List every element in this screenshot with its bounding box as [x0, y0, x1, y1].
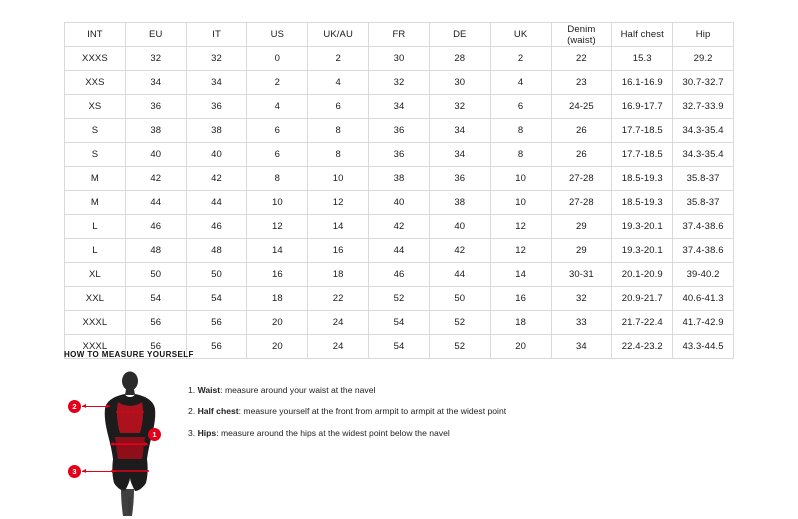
measure-notes	[184, 371, 506, 449]
table-header-cell: IT	[186, 23, 247, 47]
table-header-cell: Hip	[673, 23, 734, 47]
table-cell: 40	[186, 143, 247, 167]
table-cell: 30.7-32.7	[673, 71, 734, 95]
table-row	[65, 71, 734, 95]
table-cell: 22.4-23.2	[612, 335, 673, 359]
table-cell: 54	[125, 287, 186, 311]
table-cell: 44	[369, 239, 430, 263]
table-cell: 50	[429, 287, 490, 311]
table-cell: 32	[369, 71, 430, 95]
table-cell: 22	[308, 287, 369, 311]
table-cell: 19.3-20.1	[612, 215, 673, 239]
table-row	[65, 263, 734, 287]
table-cell: 52	[369, 287, 430, 311]
table-row	[65, 191, 734, 215]
table-cell: S	[65, 143, 126, 167]
table-cell: 16	[490, 287, 551, 311]
table-cell: 32.7-33.9	[673, 95, 734, 119]
measure-note-number: 2.	[188, 406, 196, 417]
table-cell: 34	[125, 71, 186, 95]
table-cell: XXXL	[65, 335, 126, 359]
table-cell: 34.3-35.4	[673, 143, 734, 167]
table-cell: 30	[369, 47, 430, 71]
table-cell: 21.7-22.4	[612, 311, 673, 335]
measure-note-text: : measure around the hips at the widest point below the navel	[216, 427, 450, 438]
table-cell: XXS	[65, 71, 126, 95]
size-table-header	[65, 23, 734, 47]
table-cell: 10	[247, 191, 308, 215]
table-cell: 19.3-20.1	[612, 239, 673, 263]
table-cell: 34	[186, 71, 247, 95]
table-cell: 6	[247, 143, 308, 167]
table-cell: 0	[247, 47, 308, 71]
table-cell: 6	[490, 95, 551, 119]
table-cell: 4	[308, 71, 369, 95]
table-cell: 46	[125, 215, 186, 239]
size-table-container	[64, 22, 734, 359]
table-cell: 8	[490, 143, 551, 167]
table-cell: M	[65, 191, 126, 215]
table-cell: 46	[186, 215, 247, 239]
table-cell: 26	[551, 143, 612, 167]
table-cell: 28	[429, 47, 490, 71]
table-cell: 43.3-44.5	[673, 335, 734, 359]
table-cell: 32	[186, 47, 247, 71]
table-cell: 42	[186, 167, 247, 191]
measure-note-term: Half chest	[197, 406, 239, 417]
table-cell: 10	[490, 191, 551, 215]
table-cell: 12	[247, 215, 308, 239]
table-cell: 20	[490, 335, 551, 359]
table-cell: 16	[308, 239, 369, 263]
table-header-cell: FR	[369, 23, 430, 47]
table-cell: 36	[369, 143, 430, 167]
table-cell: 16.9-17.7	[612, 95, 673, 119]
table-cell: XL	[65, 263, 126, 287]
table-cell: 44	[125, 191, 186, 215]
measure-note-number: 1.	[188, 385, 196, 395]
measure-note-text: : measure yourself at the front from armpit to armpit at the widest point	[238, 406, 507, 417]
table-cell: 44	[429, 263, 490, 287]
table-header-cell: Denim (waist)	[551, 23, 612, 47]
measure-note-number: 3.	[188, 427, 196, 438]
table-cell: 54	[369, 311, 430, 335]
table-cell: 18	[490, 311, 551, 335]
size-table-body	[65, 47, 734, 359]
table-cell: 18.5-19.3	[612, 167, 673, 191]
table-header-cell: UK	[490, 23, 551, 47]
measure-note	[188, 406, 506, 416]
table-cell: 30	[429, 71, 490, 95]
table-cell: 29	[551, 239, 612, 263]
table-cell: 8	[308, 119, 369, 143]
table-header-cell: Half chest	[612, 23, 673, 47]
table-cell: 44	[186, 191, 247, 215]
table-cell: 10	[490, 167, 551, 191]
table-cell: 2	[490, 47, 551, 71]
table-cell: 12	[490, 239, 551, 263]
table-cell: 40	[125, 143, 186, 167]
table-cell: 42	[125, 167, 186, 191]
table-cell: 14	[247, 239, 308, 263]
table-cell: 33	[551, 311, 612, 335]
half-chest-arrow	[82, 406, 110, 407]
table-cell: 56	[125, 311, 186, 335]
table-cell: 14	[308, 215, 369, 239]
table-cell: 2	[308, 47, 369, 71]
hip-arrow	[82, 471, 116, 472]
table-header-cell: US	[247, 23, 308, 47]
table-cell: 34	[429, 119, 490, 143]
table-cell: 32	[429, 95, 490, 119]
table-cell: 17.7-18.5	[612, 119, 673, 143]
table-cell: 22	[551, 47, 612, 71]
table-header-row	[65, 23, 734, 47]
table-cell: 20	[247, 335, 308, 359]
table-cell: 6	[308, 95, 369, 119]
table-row	[65, 119, 734, 143]
table-row	[65, 47, 734, 71]
table-cell: L	[65, 215, 126, 239]
table-cell: 10	[308, 167, 369, 191]
table-cell: 39-40.2	[673, 263, 734, 287]
table-cell: 14	[490, 263, 551, 287]
table-cell: 29.2	[673, 47, 734, 71]
badge-hips: 3	[68, 465, 81, 478]
table-cell: 35.8-37	[673, 167, 734, 191]
table-row	[65, 287, 734, 311]
table-cell: 50	[125, 263, 186, 287]
table-cell: 40	[369, 191, 430, 215]
table-cell: 34	[551, 335, 612, 359]
table-cell: 4	[247, 95, 308, 119]
table-cell: XXXS	[65, 47, 126, 71]
table-cell: 27-28	[551, 191, 612, 215]
table-cell: 36	[186, 95, 247, 119]
table-cell: 50	[186, 263, 247, 287]
table-cell: 41.7-42.9	[673, 311, 734, 335]
table-cell: 4	[490, 71, 551, 95]
table-row	[65, 215, 734, 239]
size-table	[64, 22, 734, 359]
table-cell: 18	[247, 287, 308, 311]
table-cell: M	[65, 167, 126, 191]
measure-note	[188, 428, 506, 438]
table-cell: 54	[186, 287, 247, 311]
table-cell: 12	[308, 191, 369, 215]
table-cell: 42	[429, 239, 490, 263]
table-cell: 42	[369, 215, 430, 239]
table-cell: 36	[429, 167, 490, 191]
table-cell: 35.8-37	[673, 191, 734, 215]
table-row	[65, 143, 734, 167]
table-cell: 24-25	[551, 95, 612, 119]
table-cell: 56	[186, 311, 247, 335]
table-cell: XXL	[65, 287, 126, 311]
how-to-measure-title: HOW TO MEASURE YOURSELF	[64, 350, 194, 359]
table-cell: 38	[429, 191, 490, 215]
table-cell: 36	[125, 95, 186, 119]
how-to-measure-body	[64, 371, 744, 516]
table-cell: 24	[308, 311, 369, 335]
table-cell: 27-28	[551, 167, 612, 191]
table-cell: 38	[186, 119, 247, 143]
table-cell: 56	[186, 335, 247, 359]
table-cell: 26	[551, 119, 612, 143]
measure-note-text: : measure around your waist at the navel	[220, 385, 376, 395]
measure-note-term: Waist	[197, 385, 221, 395]
table-cell: 40	[429, 215, 490, 239]
waist-arrow	[110, 444, 148, 445]
table-cell: 8	[490, 119, 551, 143]
table-header-cell: UK/AU	[308, 23, 369, 47]
measure-note	[188, 385, 506, 395]
table-cell: 30-31	[551, 263, 612, 287]
table-cell: 38	[125, 119, 186, 143]
table-cell: 48	[186, 239, 247, 263]
table-cell: 17.7-18.5	[612, 143, 673, 167]
table-row	[65, 239, 734, 263]
table-cell: 2	[247, 71, 308, 95]
table-row	[65, 311, 734, 335]
table-cell: 46	[369, 263, 430, 287]
table-cell: 16	[247, 263, 308, 287]
table-cell: 29	[551, 215, 612, 239]
table-cell: 34	[429, 143, 490, 167]
table-cell: 18	[308, 263, 369, 287]
table-cell: XS	[65, 95, 126, 119]
table-cell: 38	[369, 167, 430, 191]
table-cell: 48	[125, 239, 186, 263]
table-cell: 8	[247, 167, 308, 191]
table-cell: 34	[369, 95, 430, 119]
table-cell: 16.1-16.9	[612, 71, 673, 95]
table-row	[65, 95, 734, 119]
table-row	[65, 167, 734, 191]
table-cell: 6	[247, 119, 308, 143]
table-cell: 12	[490, 215, 551, 239]
table-cell: 36	[369, 119, 430, 143]
table-cell: 24	[308, 335, 369, 359]
table-cell: S	[65, 119, 126, 143]
table-cell: 52	[429, 335, 490, 359]
table-cell: 20.1-20.9	[612, 263, 673, 287]
table-cell: 15.3	[612, 47, 673, 71]
table-cell: 54	[369, 335, 430, 359]
measure-note-term: Hips	[197, 427, 217, 438]
mannequin-figure-container	[64, 371, 184, 516]
table-cell: 40.6-41.3	[673, 287, 734, 311]
badge-waist: 1	[148, 428, 161, 441]
table-header-cell: DE	[429, 23, 490, 47]
table-cell: 37.4-38.6	[673, 215, 734, 239]
table-cell: L	[65, 239, 126, 263]
table-cell: 32	[551, 287, 612, 311]
table-cell: 34.3-35.4	[673, 119, 734, 143]
table-cell: 20	[247, 311, 308, 335]
table-cell: 8	[308, 143, 369, 167]
badge-half-chest: 2	[68, 400, 81, 413]
table-cell: 18.5-19.3	[612, 191, 673, 215]
table-cell: XXXL	[65, 311, 126, 335]
table-cell: 56	[125, 335, 186, 359]
table-cell: 37.4-38.6	[673, 239, 734, 263]
table-cell: 32	[125, 47, 186, 71]
table-header-cell: EU	[125, 23, 186, 47]
table-cell: 20.9-21.7	[612, 287, 673, 311]
how-to-measure-section	[64, 350, 744, 516]
table-cell: 52	[429, 311, 490, 335]
table-header-cell: INT	[65, 23, 126, 47]
table-cell: 23	[551, 71, 612, 95]
